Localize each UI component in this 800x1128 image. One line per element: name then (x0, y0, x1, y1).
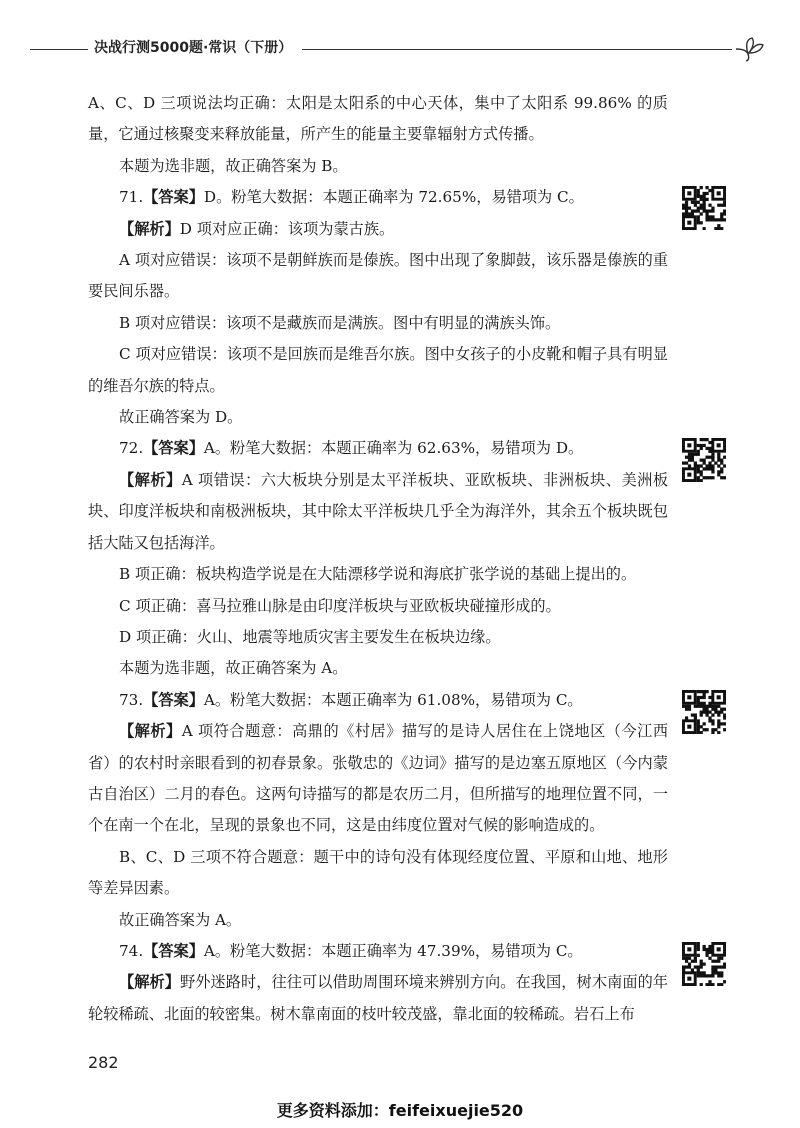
paragraph (88, 245, 668, 308)
paragraph-text: A、C、D 三项说法均正确：太阳是太阳系的中心天体，集中了太阳系 99.86% 的质量，它通过核聚变来释放能量，所产生的能量主要靠辐射方式传播。 (88, 94, 668, 144)
qr-code-74[interactable] (682, 942, 726, 988)
qr-code-71[interactable] (682, 186, 726, 232)
paragraph-text: A。粉笔大数据：本题正确率为 47.39%，易错项为 C。 (203, 941, 583, 960)
qr-code-icon (682, 438, 726, 482)
paragraph-text: 本题为选非题，故正确答案为 A。 (119, 659, 348, 678)
paragraph-text: A 项符合题意：高鼎的《村居》描写的是诗人居住在上饶地区（今江西省）的农村时亲眼看到的初春景象。张敬忠的《边词》描写的是边塞五原地区（今内蒙古自治区）二月的春色。这两句诗描写的都是农历二月，但所描写的地理位置不同，一个在南一个在北，呈现的景象也不同，这是由纬度位置对气候的影响造成的。 (88, 722, 669, 835)
analysis-paragraph (88, 716, 668, 842)
analysis-tag: 【解析】 (119, 219, 180, 238)
paragraph-text: B 项对应错误：该项不是藏族而是满族。图中有明显的满族头饰。 (119, 313, 561, 332)
paragraph (88, 622, 668, 653)
question-number: 72. (119, 439, 144, 458)
paragraph-text: C 项正确：喜马拉雅山脉是由印度洋板块与亚欧板块碰撞形成的。 (119, 596, 561, 615)
analysis-tag: 【解析】 (119, 722, 182, 741)
question-number: 73. (119, 690, 144, 709)
answer-tag: 【答案】 (143, 690, 204, 709)
paragraph-text: B 项正确：板块构造学说是在大陆漂移学说和海底扩张学说的基础上提出的。 (119, 565, 637, 584)
paragraph-text: D 项正确：火山、地震等地质灾害主要发生在板块边缘。 (119, 627, 501, 646)
analysis-paragraph (88, 465, 668, 559)
answer-line (88, 685, 668, 716)
question-number: 71. (119, 188, 144, 207)
qr-code-icon (682, 186, 726, 230)
analysis-tag: 【解析】 (119, 973, 181, 992)
answer-tag: 【答案】 (143, 439, 204, 458)
paragraph-text: A。粉笔大数据：本题正确率为 61.08%，易错项为 C。 (203, 690, 583, 709)
running-header (30, 34, 770, 62)
paragraph-text: A。粉笔大数据：本题正确率为 62.63%，易错项为 D。 (203, 439, 584, 458)
qr-code-73[interactable] (682, 690, 726, 736)
paragraph (88, 151, 668, 182)
paragraph-text: 故正确答案为 A。 (119, 910, 242, 929)
answer-tag: 【答案】 (143, 941, 204, 960)
question-number: 74. (119, 941, 144, 960)
answer-line (88, 936, 668, 967)
paragraph (88, 308, 668, 339)
paragraph-text: 本题为选非题，故正确答案为 B。 (119, 156, 348, 175)
qr-code-icon (682, 942, 726, 986)
qr-code-icon (682, 690, 726, 734)
book-title: 决战行测5000题·常识（下册） (94, 40, 293, 56)
footer-promo: 更多资料添加：feifeixuejie520 (276, 1101, 524, 1120)
header-rule-right (302, 49, 732, 50)
page-number: 282 (88, 1053, 119, 1072)
paragraph-text: A 项对应错误：该项不是朝鲜族而是傣族。图中出现了象脚鼓，该乐器是傣族的重要民间乐器。 (88, 251, 668, 301)
paragraph-text: B、C、D 三项不符合题意：题干中的诗句没有体现经度位置、平原和山地、地形等差异因素。 (88, 847, 668, 898)
paragraph-text: A 项错误：六大板块分别是太平洋板块、亚欧板块、非洲板块、美洲板块、印度洋板块和南极洲板块，其中除太平洋板块几乎全为海洋外，其余五个板块既包括大陆又包括海洋。 (88, 470, 669, 552)
paragraph-text: C 项对应错误：该项不是回族而是维吾尔族。图中女孩子的小皮靴和帽子具有明显的维吾尔族的特点。 (88, 345, 668, 395)
qr-code-72[interactable] (682, 438, 726, 484)
answer-explanations (88, 88, 668, 1030)
answer-tag: 【答案】 (143, 188, 204, 207)
paragraph (88, 88, 668, 151)
paragraph-text: 野外迷路时，往往可以借助周围环境来辨别方向。在我国，树木南面的年轮较稀疏、北面的较密集。树木靠南面的枝叶较茂盛，靠北面的较稀疏。岩石上布 (88, 973, 669, 1023)
answer-line (88, 182, 668, 213)
header-rule-left (30, 49, 88, 50)
paragraph (88, 402, 668, 433)
paragraph (88, 591, 668, 622)
paragraph (88, 339, 668, 402)
answer-line (88, 433, 668, 464)
paragraph (88, 653, 668, 684)
paragraph-text: D 项对应正确：该项为蒙古族。 (179, 219, 395, 238)
analysis-paragraph (88, 967, 668, 1030)
paragraph-text: 故正确答案为 D。 (119, 408, 243, 427)
paragraph-text: D。粉笔大数据：本题正确率为 72.65%，易错项为 C。 (203, 188, 584, 207)
analysis-paragraph (88, 214, 668, 245)
sprout-icon (732, 34, 766, 62)
paragraph (88, 905, 668, 936)
analysis-tag: 【解析】 (119, 470, 182, 489)
paragraph (88, 559, 668, 590)
paragraph (88, 842, 668, 905)
